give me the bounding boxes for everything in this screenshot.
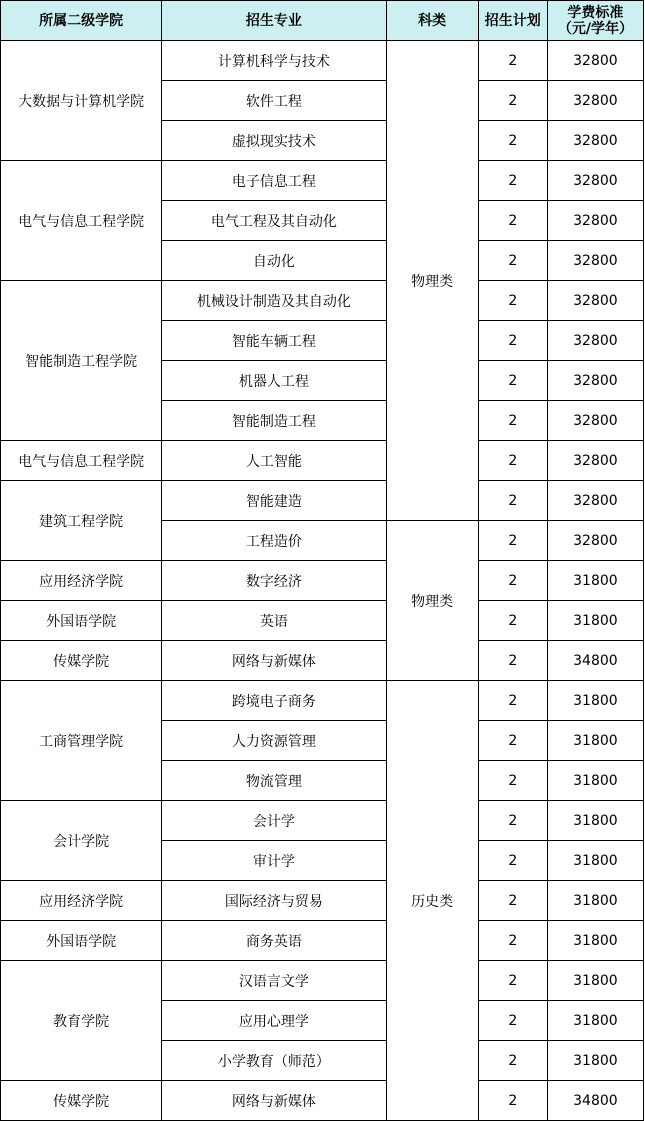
college-cell: 教育学院 [1, 961, 162, 1081]
plan-cell: 2 [478, 921, 547, 961]
fee-cell: 32800 [547, 481, 643, 521]
fee-cell: 32800 [547, 321, 643, 361]
college-cell: 智能制造工程学院 [1, 281, 162, 441]
fee-cell: 31800 [547, 1041, 643, 1081]
major-cell: 网络与新媒体 [162, 1081, 386, 1121]
plan-cell: 2 [478, 681, 547, 721]
header-category: 科类 [386, 1, 478, 41]
plan-cell: 2 [478, 1001, 547, 1041]
table-row [1, 601, 644, 641]
fee-cell: 34800 [547, 641, 643, 681]
fee-cell: 31800 [547, 721, 643, 761]
fee-cell: 32800 [547, 441, 643, 481]
plan-cell: 2 [478, 561, 547, 601]
college-cell: 应用经济学院 [1, 881, 162, 921]
major-cell: 审计学 [162, 841, 386, 881]
plan-cell: 2 [478, 801, 547, 841]
plan-cell: 2 [478, 241, 547, 281]
plan-cell: 2 [478, 1081, 547, 1121]
major-cell: 应用心理学 [162, 1001, 386, 1041]
table-row [1, 921, 644, 961]
major-cell: 网络与新媒体 [162, 641, 386, 681]
major-cell: 自动化 [162, 241, 386, 281]
major-cell: 智能车辆工程 [162, 321, 386, 361]
major-cell: 软件工程 [162, 81, 386, 121]
header-major: 招生专业 [162, 1, 386, 41]
college-cell: 大数据与计算机学院 [1, 41, 162, 161]
plan-cell: 2 [478, 761, 547, 801]
fee-cell: 31800 [547, 561, 643, 601]
plan-cell: 2 [478, 281, 547, 321]
major-cell: 工程造价 [162, 521, 386, 561]
plan-cell: 2 [478, 841, 547, 881]
table-row [1, 441, 644, 481]
major-cell: 电子信息工程 [162, 161, 386, 201]
fee-cell: 31800 [547, 801, 643, 841]
major-cell: 小学教育（师范） [162, 1041, 386, 1081]
table-row [1, 681, 644, 721]
category-cell: 物理类 [386, 41, 478, 521]
major-cell: 机器人工程 [162, 361, 386, 401]
fee-cell: 31800 [547, 1001, 643, 1041]
fee-cell: 31800 [547, 681, 643, 721]
college-cell: 电气与信息工程学院 [1, 161, 162, 281]
fee-cell: 31800 [547, 921, 643, 961]
plan-cell: 2 [478, 441, 547, 481]
major-cell: 商务英语 [162, 921, 386, 961]
fee-cell: 32800 [547, 41, 643, 81]
major-cell: 虚拟现实技术 [162, 121, 386, 161]
major-cell: 数字经济 [162, 561, 386, 601]
header-college: 所属二级学院 [1, 1, 162, 41]
header-row [1, 1, 644, 41]
fee-cell: 32800 [547, 361, 643, 401]
plan-cell: 2 [478, 641, 547, 681]
table-row [1, 41, 644, 81]
major-cell: 机械设计制造及其自动化 [162, 281, 386, 321]
category-cell: 物理类 [386, 521, 478, 681]
table-row [1, 481, 644, 521]
fee-cell: 34800 [547, 1081, 643, 1121]
major-cell: 会计学 [162, 801, 386, 841]
major-cell: 智能制造工程 [162, 401, 386, 441]
fee-cell: 32800 [547, 401, 643, 441]
plan-cell: 2 [478, 601, 547, 641]
plan-cell: 2 [478, 721, 547, 761]
table-row [1, 161, 644, 201]
fee-cell: 32800 [547, 201, 643, 241]
plan-cell: 2 [478, 521, 547, 561]
fee-cell: 32800 [547, 161, 643, 201]
header-plan: 招生计划 [478, 1, 547, 41]
college-cell: 传媒学院 [1, 1081, 162, 1121]
fee-cell: 31800 [547, 881, 643, 921]
college-cell: 会计学院 [1, 801, 162, 881]
fee-cell: 31800 [547, 841, 643, 881]
plan-cell: 2 [478, 881, 547, 921]
table-row [1, 881, 644, 921]
major-cell: 智能建造 [162, 481, 386, 521]
plan-cell: 2 [478, 961, 547, 1001]
plan-cell: 2 [478, 401, 547, 441]
plan-cell: 2 [478, 81, 547, 121]
category-cell: 历史类 [386, 681, 478, 1121]
table-row [1, 561, 644, 601]
major-cell: 电气工程及其自动化 [162, 201, 386, 241]
table-row [1, 281, 644, 321]
fee-cell: 31800 [547, 761, 643, 801]
fee-cell: 32800 [547, 241, 643, 281]
plan-cell: 2 [478, 121, 547, 161]
major-cell: 人工智能 [162, 441, 386, 481]
college-cell: 外国语学院 [1, 921, 162, 961]
table-header [1, 1, 644, 41]
table-row [1, 801, 644, 841]
plan-cell: 2 [478, 41, 547, 81]
college-cell: 电气与信息工程学院 [1, 441, 162, 481]
major-cell: 跨境电子商务 [162, 681, 386, 721]
major-cell: 物流管理 [162, 761, 386, 801]
fee-cell: 31800 [547, 601, 643, 641]
header-fee-line1: 学费标准 [567, 4, 624, 21]
college-cell: 外国语学院 [1, 601, 162, 641]
college-cell: 应用经济学院 [1, 561, 162, 601]
fee-cell: 32800 [547, 521, 643, 561]
fee-cell: 32800 [547, 81, 643, 121]
table-body [1, 41, 644, 1121]
college-cell: 传媒学院 [1, 641, 162, 681]
fee-cell: 32800 [547, 281, 643, 321]
major-cell: 人力资源管理 [162, 721, 386, 761]
major-cell: 英语 [162, 601, 386, 641]
table-row [1, 1081, 644, 1121]
plan-cell: 2 [478, 321, 547, 361]
plan-cell: 2 [478, 481, 547, 521]
plan-cell: 2 [478, 161, 547, 201]
college-cell: 建筑工程学院 [1, 481, 162, 561]
table-row [1, 641, 644, 681]
major-cell: 计算机科学与技术 [162, 41, 386, 81]
plan-cell: 2 [478, 361, 547, 401]
plan-cell: 2 [478, 201, 547, 241]
header-fee-line2: （元/学年） [557, 20, 633, 37]
plan-cell: 2 [478, 1041, 547, 1081]
table-row [1, 961, 644, 1001]
fee-cell: 31800 [547, 961, 643, 1001]
fee-cell: 32800 [547, 121, 643, 161]
major-cell: 国际经济与贸易 [162, 881, 386, 921]
college-cell: 工商管理学院 [1, 681, 162, 801]
major-cell: 汉语言文学 [162, 961, 386, 1001]
header-fee [547, 1, 643, 41]
